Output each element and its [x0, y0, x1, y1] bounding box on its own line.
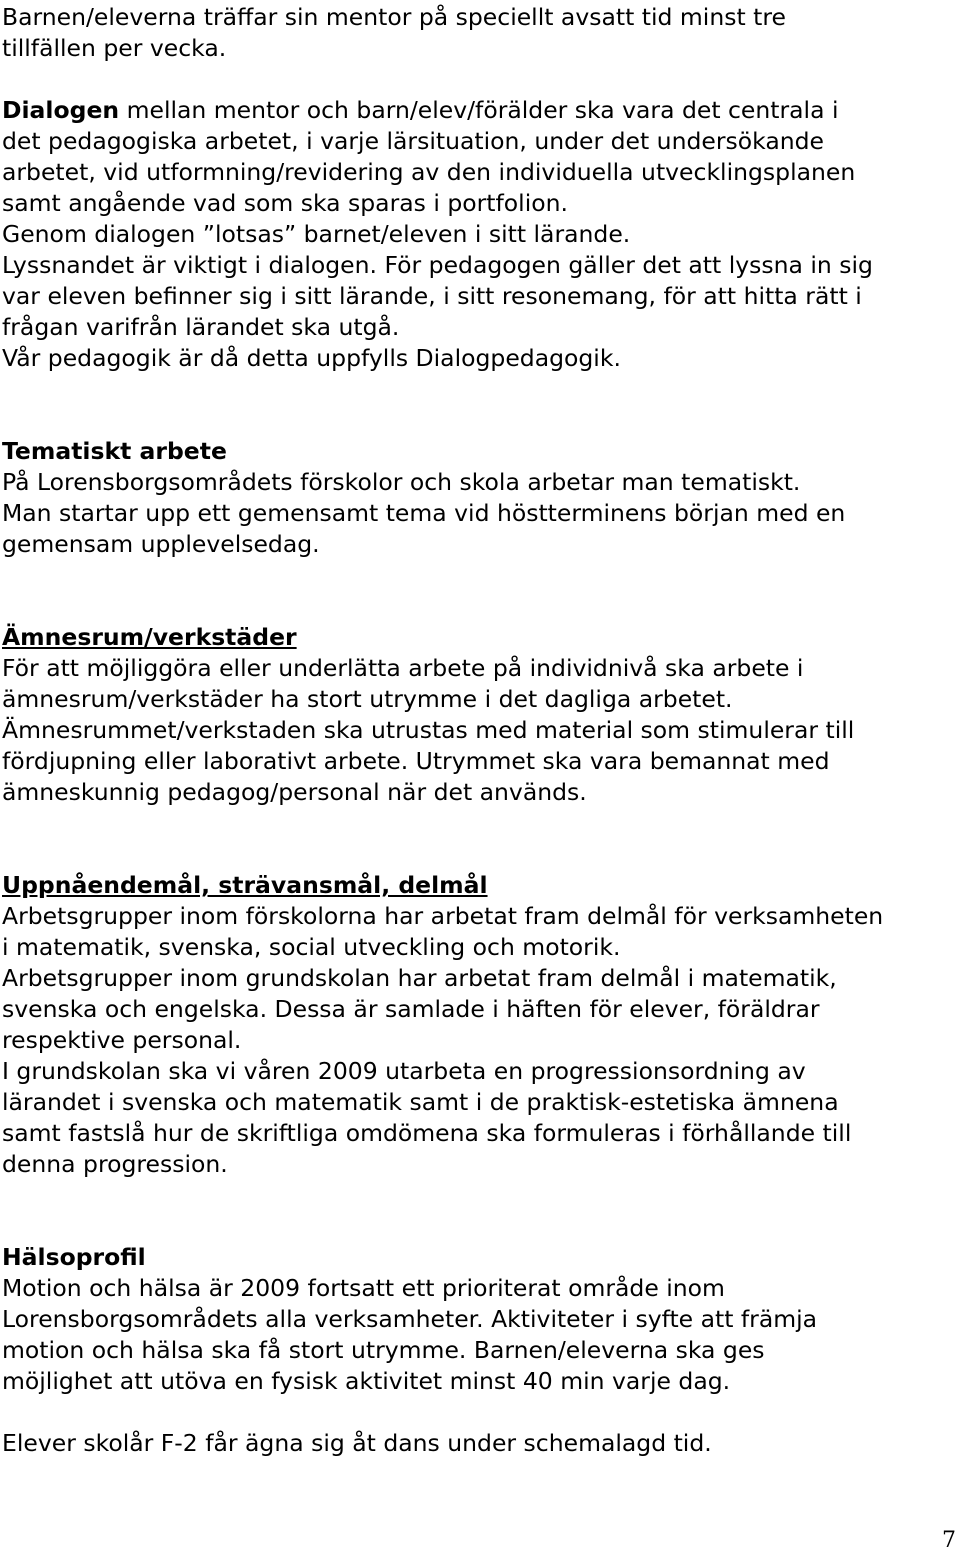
section-heading-halsoprofil: Hälsoprofil	[2, 1243, 146, 1271]
closing-paragraph: Elever skolår F-2 får ägna sig åt dans under schemalagd tid.	[2, 1429, 712, 1457]
spacer	[2, 64, 960, 95]
spacer	[2, 374, 960, 436]
section-body-mal: Arbetsgrupper inom förskolorna har arbetat fram delmål för verksamheten i matematik, svenska, social utveckling och motorik. Arbetsgrupper inom grundskolan har arbetat fram delmål i matematik, svenska och engelska. Dessa är samlade i häften för elever, föräldrar respektive personal. I grundskolan ska vi våren 2009 utarbeta en progressionsordning av lärandet i svenska och matematik samt i de praktisk-estetiska ämnena samt fastslå hur de skriftliga omdömena ska formuleras i förhållande till denna progression.	[2, 902, 884, 1178]
section-heading-mal: Uppnåendemål, strävansmål, delmål	[2, 871, 488, 899]
dialog-text: mellan mentor och barn/elev/förälder ska vara det centrala i det pedagogiska arbetet, i varje lärsituation, under det undersökande arbetet, vid utformning/revidering av den individuella utvecklingsplanen samt angående vad som ska sparas i portfolion. Genom dialogen ”lotsas” barnet/eleven i sitt lärande. Lyssnandet är viktigt i dialogen. För pedagogen gäller det att lyssna in sig var eleven befinner sig i sitt lärande, i sitt resonemang, för att hitta rätt i frågan varifrån lärandet ska utgå. Vår pedagogik är då detta uppfylls Dialogpedagogik.	[2, 96, 873, 372]
section-heading-amnesrum: Ämnesrum/verkstäder	[2, 623, 297, 651]
spacer	[2, 1397, 960, 1428]
intro-paragraph: Barnen/eleverna träffar sin mentor på speciellt avsatt tid minst tre tillfällen per vecka.	[2, 3, 786, 62]
dialog-lead-term: Dialogen	[2, 96, 120, 124]
section-body-amnesrum: För att möjliggöra eller underlätta arbete på individnivå ska arbete i ämnesrum/verkstäder ha stort utrymme i det dagliga arbetet. Ämnesrummet/verkstaden ska utrustas med material som stimulerar till fördjupning eller laborativt arbete. Utrymmet ska vara bemannat med ämneskunnig pedagog/personal när det används.	[2, 654, 855, 806]
dialog-paragraph	[2, 95, 960, 374]
section-heading-tematiskt: Tematiskt arbete	[2, 437, 227, 465]
section-body-halsoprofil: Motion och hälsa är 2009 fortsatt ett prioriterat område inom Lorensborgsområdets alla verksamheter. Aktiviteter i syfte att främja motion och hälsa ska få stort utrymme. Barnen/eleverna ska ges möjlighet att utöva en fysisk aktivitet minst 40 min varje dag.	[2, 1274, 818, 1395]
page-number: 7	[942, 1528, 956, 1553]
spacer	[2, 560, 960, 622]
spacer	[2, 1180, 960, 1242]
section-body-tematiskt: På Lorensborgsområdets förskolor och skola arbetar man tematiskt. Man startar upp ett gemensamt tema vid höstterminens början med en gemensam upplevelsedag.	[2, 468, 846, 558]
spacer	[2, 808, 960, 870]
document-page	[2, 2, 960, 1459]
